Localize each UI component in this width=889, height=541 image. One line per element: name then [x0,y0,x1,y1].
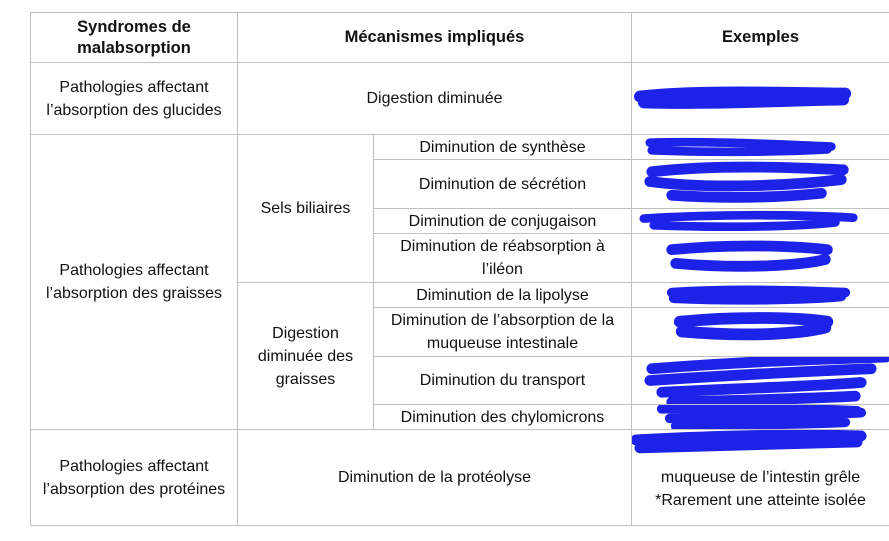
example-cell-redacted [632,308,889,357]
redaction-scribble [632,308,889,356]
malabsorption-table-container [30,12,889,526]
table-row-glucides [31,63,889,135]
syndrome-proteines: Pathologies affectant l’absorption des protéines [31,430,238,526]
redaction-scribble [632,209,889,233]
example-cell-redacted [632,160,889,209]
mechanism-item: Diminution de sécrétion [374,160,632,209]
header-mecanismes: Mécanismes impliqués [238,13,632,63]
redaction-scribble [632,283,889,307]
header-row [31,13,889,63]
example-line: muqueuse de l’intestin grêle [660,468,861,486]
redaction-scribble [632,63,889,134]
example-cell-redacted [632,405,889,430]
redaction-scribble [632,234,889,282]
category-sels-biliaires: Sels biliaires [238,135,374,283]
mechanism-item: Diminution de l’absorption de la muqueuse intestinale [374,308,632,357]
example-note: *Rarement une atteinte isolée [655,491,866,509]
example-cell-redacted [632,209,889,234]
category-digestion-graisses: Digestion diminuée des graisses [238,283,374,430]
syndrome-graisses: Pathologies affectant l’absorption des graisses [31,135,238,430]
mechanism-item: Diminution des chylomicrons [374,405,632,430]
example-cell-redacted [632,63,889,135]
mechanism-item: Diminution de réabsorption à l’iléon [374,234,632,283]
example-cell-redacted [632,357,889,405]
malabsorption-table [30,12,889,526]
redaction-scribble [632,135,889,159]
redaction-scribble [632,160,889,208]
table-row [31,135,889,160]
table-row-proteines [31,430,889,526]
mechanism-glucides: Digestion diminuée [238,63,632,135]
example-cell-redacted [632,135,889,160]
header-exemples: Exemples [632,13,889,63]
mechanism-item: Diminution du transport [374,357,632,405]
header-syndromes: Syndromes de malabsorption [31,13,238,63]
mechanism-item: Diminution de la lipolyse [374,283,632,308]
example-cell-redacted [632,234,889,283]
example-cell-redacted [632,283,889,308]
mechanism-item: Diminution de conjugaison [374,209,632,234]
syndrome-glucides: Pathologies affectant l’absorption des glucides [31,63,238,135]
redaction-scribble [632,357,889,404]
example-cell-proteines [632,430,889,526]
redaction-scribble [632,405,889,429]
mechanism-item: Diminution de synthèse [374,135,632,160]
example-text-proteines [636,444,885,512]
mechanism-proteines: Diminution de la protéolyse [238,430,632,526]
